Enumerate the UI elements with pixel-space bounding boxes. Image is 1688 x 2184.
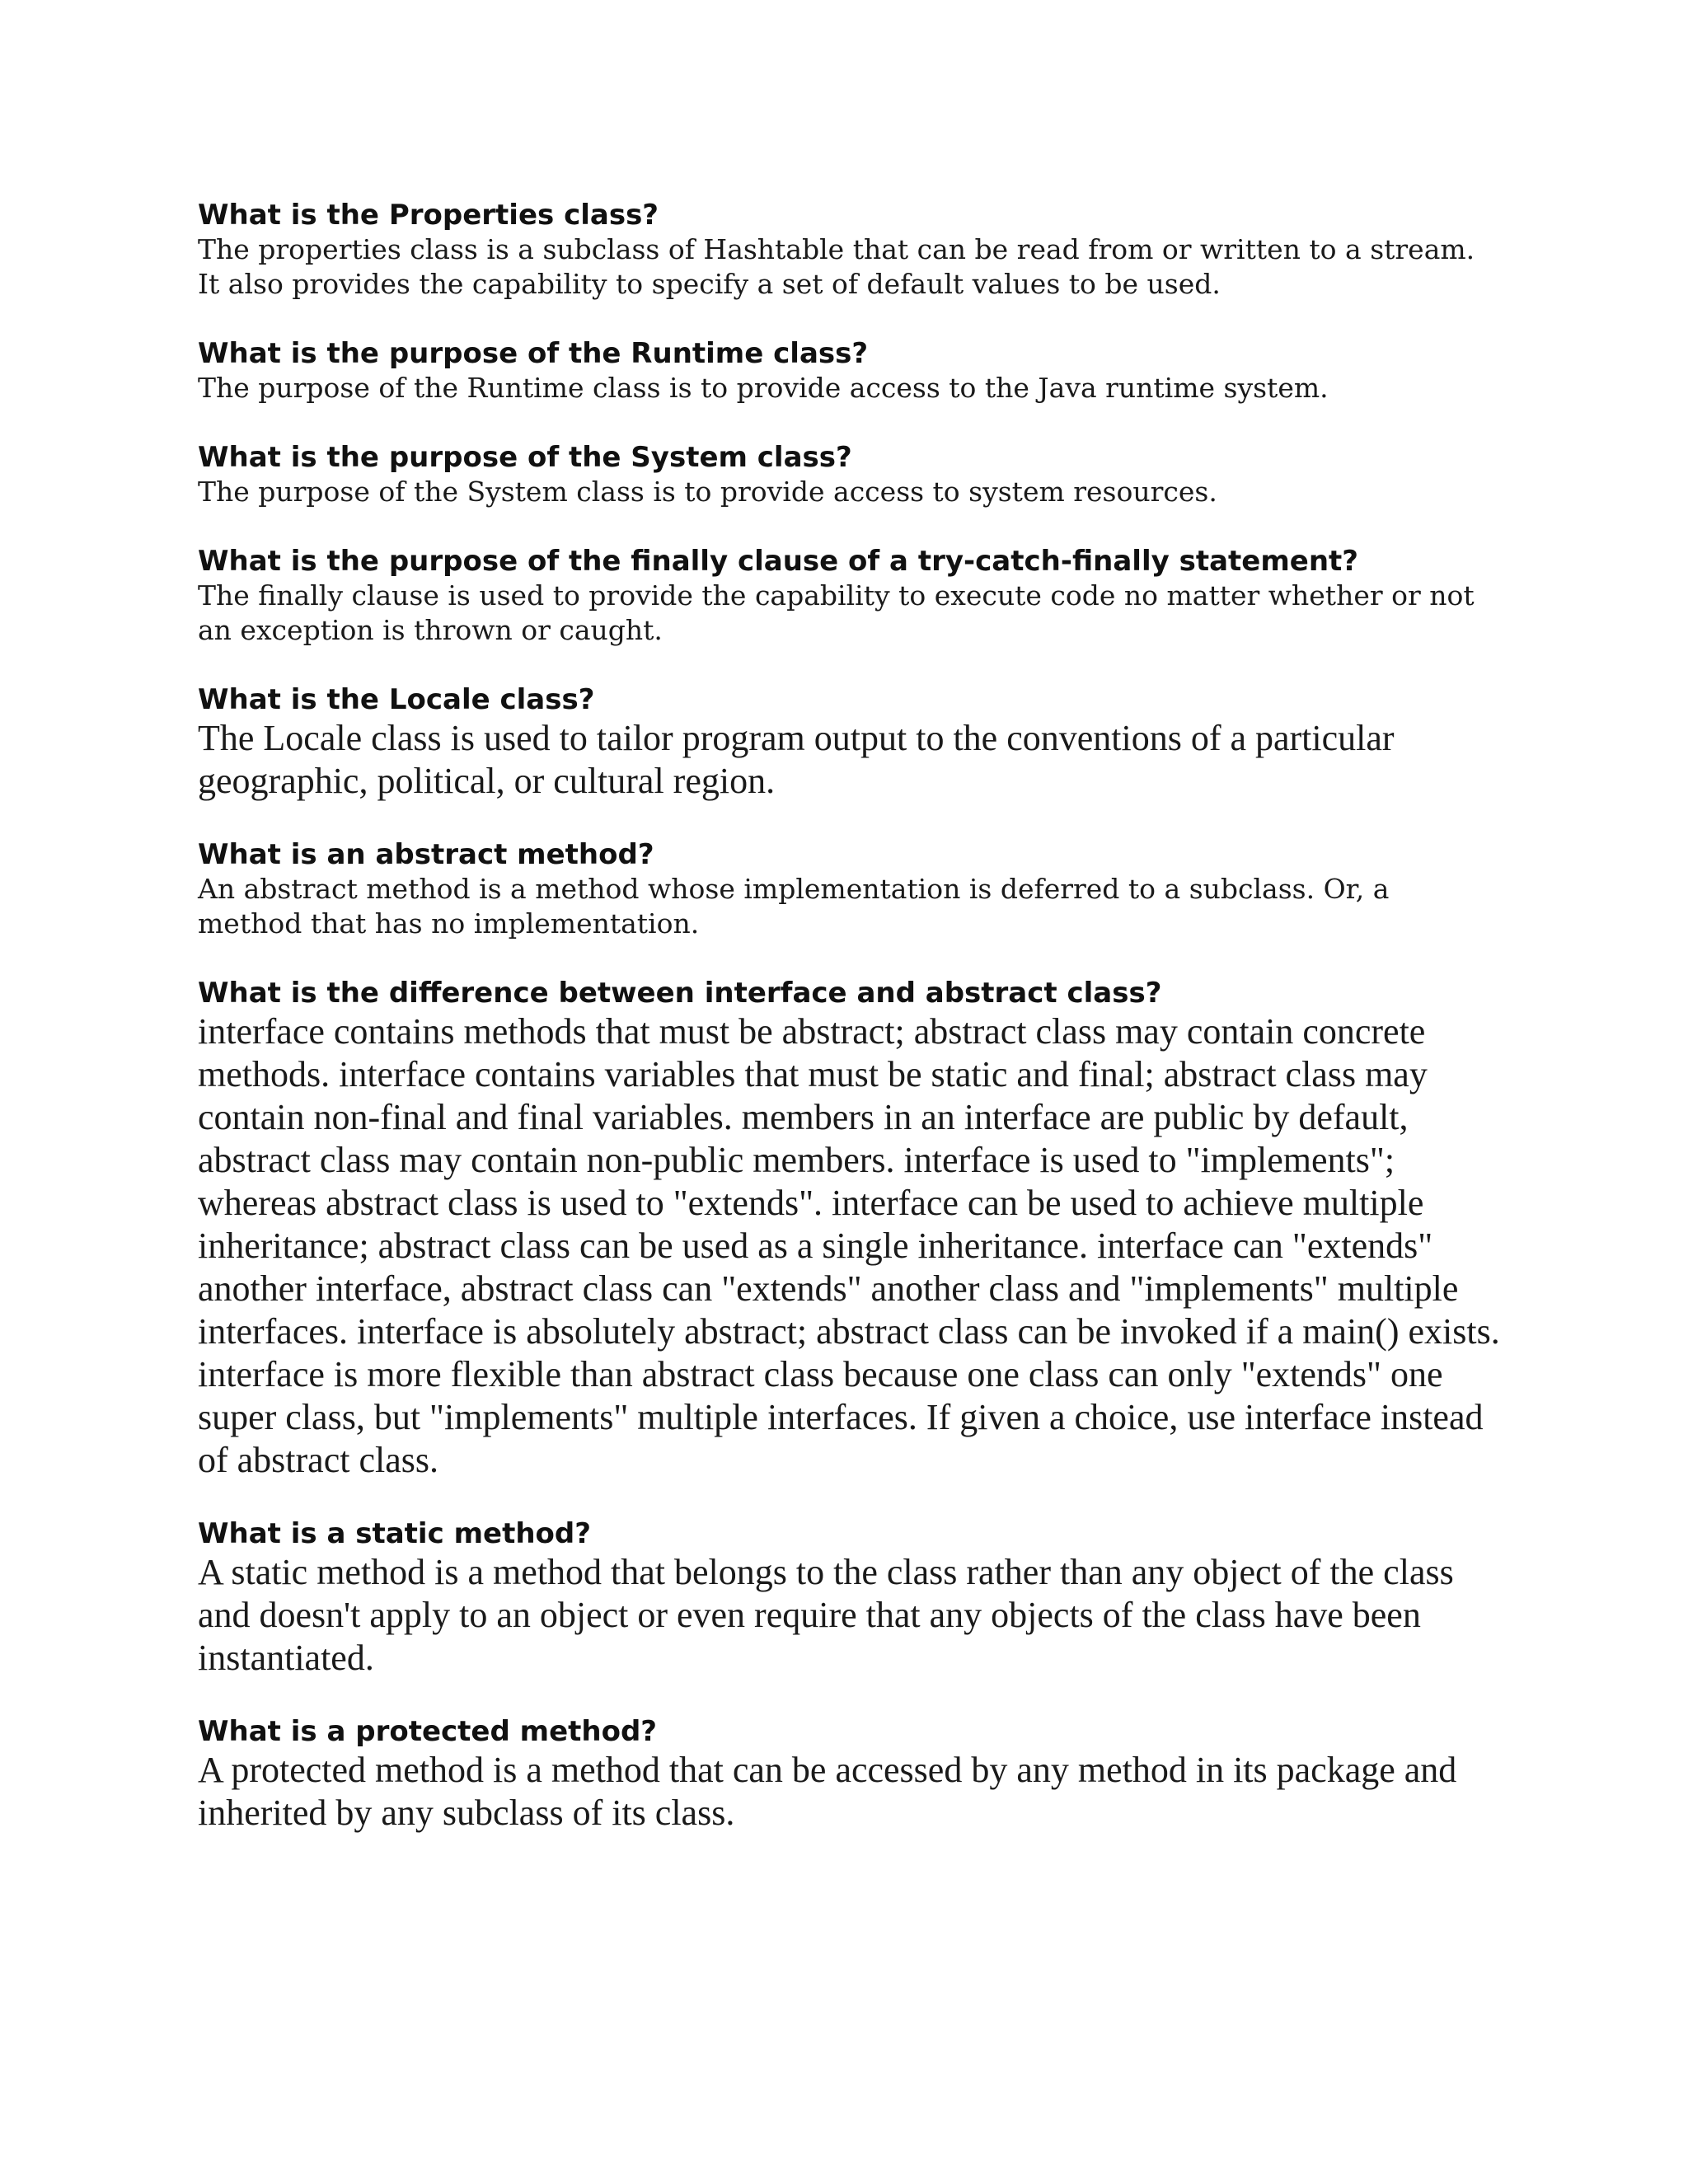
- spacer: [198, 941, 1500, 976]
- qa-item-static-method: [198, 1516, 1500, 1680]
- qa-item-locale-class: [198, 682, 1500, 803]
- question-heading: What is the purpose of the finally clause of a try-catch-finally statement?: [198, 545, 1359, 578]
- answer-text: An abstract method is a method whose implementation is deferred to a subclass. Or, a method that has no implementation.: [198, 873, 1390, 940]
- spacer: [198, 1482, 1500, 1516]
- qa-list: [198, 198, 1500, 1835]
- question-heading: What is the difference between interface and abstract class?: [198, 977, 1162, 1010]
- answer-text: The purpose of the Runtime class is to provide access to the Java runtime system.: [198, 372, 1329, 404]
- spacer: [198, 405, 1500, 440]
- spacer: [198, 1680, 1500, 1714]
- answer-text: The Locale class is used to tailor program output to the conventions of a particular geographic, political, or cultural region.: [198, 718, 1395, 801]
- answer-text: A protected method is a method that can be accessed by any method in its package and inherited by any subclass of its class.: [198, 1750, 1457, 1833]
- qa-item-finally-clause: [198, 544, 1500, 648]
- question-heading: What is a static method?: [198, 1517, 591, 1550]
- qa-item-system-class: [198, 440, 1500, 509]
- answer-text: The properties class is a subclass of Hashtable that can be read from or written to a stream. It also provides the capability to specify a set of default values to be used.: [198, 233, 1475, 300]
- question-heading: What is the Properties class?: [198, 199, 659, 232]
- question-heading: What is an abstract method?: [198, 838, 654, 871]
- qa-item-protected-method: [198, 1714, 1500, 1835]
- answer-text: The purpose of the System class is to provide access to system resources.: [198, 476, 1217, 508]
- answer-text: A static method is a method that belongs to the class rather than any object of the class and doesn't apply to an object or even require that any objects of the class have been instantiated.: [198, 1552, 1454, 1678]
- spacer: [198, 648, 1500, 682]
- spacer: [198, 803, 1500, 837]
- answer-text: interface contains methods that must be abstract; abstract class may contain concrete methods. interface contains variables that must be static and final; abstract class may contain non-final and final variables. members in an interface are public by default, abstract class may contain non-public members. interface is used to "implements"; whereas abstract class is used to "extends". interface can be used to achieve multiple inheritance; abstract class can be used as a single inheritance. interface can "extends" another interface, abstract class can "extends" another class and "implements" multiple interfaces. interface is absolutely abstract; abstract class can be invoked if a main() exists. interface is more flexible than abstract class because one class can only "extends" one super class, but "implements" multiple interfaces. If given a choice, use interface instead of abstract class.: [198, 1011, 1500, 1480]
- spacer: [198, 302, 1500, 336]
- question-heading: What is a protected method?: [198, 1715, 658, 1748]
- question-heading: What is the purpose of the System class?: [198, 441, 852, 474]
- question-heading: What is the purpose of the Runtime class?: [198, 337, 869, 370]
- answer-text: The finally clause is used to provide the capability to execute code no matter whether or not an exception is thrown or caught.: [198, 579, 1475, 646]
- qa-item-interface-vs-abstract: [198, 976, 1500, 1482]
- qa-item-abstract-method: [198, 837, 1500, 941]
- question-heading: What is the Locale class?: [198, 683, 595, 716]
- qa-item-properties-class: [198, 198, 1500, 302]
- spacer: [198, 509, 1500, 544]
- qa-item-runtime-class: [198, 336, 1500, 405]
